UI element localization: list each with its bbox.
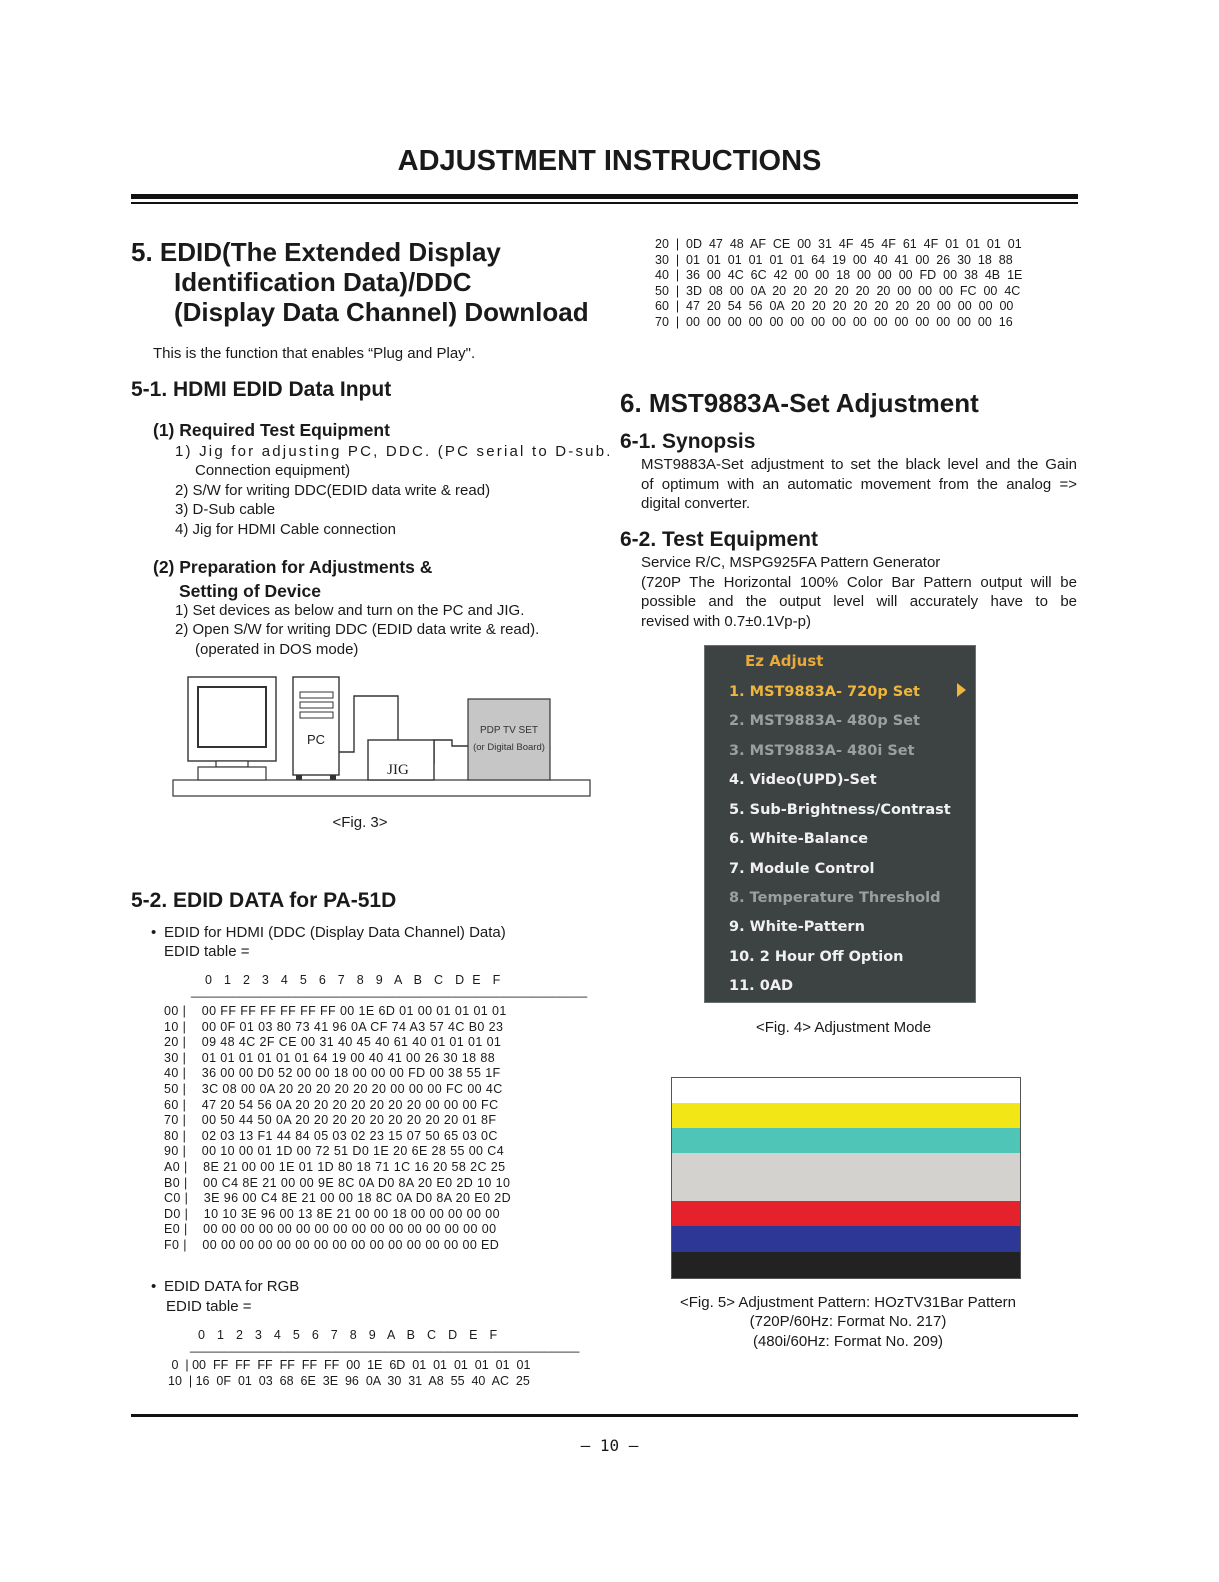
- synopsis-heading: 6-1. Synopsis: [620, 430, 756, 453]
- equipment-line: Service R/C, MSPG925FA Pattern Generator: [641, 554, 941, 571]
- section-5-1-heading: 5-1. HDMI EDID Data Input: [131, 378, 392, 401]
- menu-item-white-pattern[interactable]: 9. White-Pattern: [729, 919, 865, 935]
- hdmi-table-body: [164, 1004, 511, 1254]
- equipment-line: revised with 0.7±0.1Vp-p): [641, 612, 811, 630]
- section-title-line1: EDID(The Extended Display: [159, 237, 501, 267]
- table-row: 50 | 3C 08 00 0A 20 20 20 20 20 20 00 00 00 FC 00 4C: [164, 1081, 503, 1096]
- table-row: 50 | 3D 08 00 0A 20 20 20 20 20 20 00 00 00 FC 00 4C: [655, 283, 1021, 298]
- table-row: 70 | 00 50 44 50 0A 20 20 20 20 20 20 20 20 20 01 8F: [164, 1113, 497, 1128]
- menu-item-480p[interactable]: 2. MST9883A- 480p Set: [729, 713, 920, 729]
- section-5-title-line2: Identification Data)/DDC: [174, 267, 472, 297]
- table-row: 60 | 47 20 54 56 0A 20 20 20 20 20 20 20 00 00 00 00: [655, 299, 1014, 314]
- header-rule-thin: [131, 202, 1078, 204]
- color-bar-gray: [672, 1153, 1020, 1201]
- synopsis-text: [641, 455, 1077, 514]
- table-row: 70 | 00 00 00 00 00 00 00 00 00 00 00 00 00 00 00 16: [655, 314, 1013, 329]
- table-row: 90 | 00 10 00 01 1D 00 72 51 D0 1E 20 6E 28 55 00 C4: [164, 1144, 505, 1159]
- desk: [173, 780, 590, 796]
- equipment-item: 3) D-Sub cable: [175, 501, 276, 518]
- ez-adjust-menu: [704, 645, 976, 1003]
- menu-item-2-hour-off[interactable]: 10. 2 Hour Off Option: [729, 949, 904, 965]
- rgb-table-continued: [655, 237, 1022, 331]
- menu-item-sub-brightness[interactable]: 5. Sub-Brightness/Contrast: [729, 802, 951, 818]
- section-5-2-heading: 5-2. EDID DATA for PA-51D: [131, 889, 397, 912]
- table-row: 10 | 00 0F 01 03 80 73 41 96 0A CF 74 A3 57 4C B0 23: [164, 1019, 504, 1034]
- section-5-heading: 5. EDID(The Extended Display: [131, 237, 501, 267]
- bullet-dot: •: [151, 924, 157, 941]
- fig3-caption: <Fig. 3>: [332, 814, 388, 831]
- menu-item-480i[interactable]: 3. MST9883A- 480i Set: [729, 743, 915, 759]
- table-row: 30 | 01 01 01 01 01 01 64 19 00 40 41 00 26 30 18 88: [164, 1050, 496, 1065]
- table-row: B0 | 00 C4 8E 21 00 00 9E 8C 0A D0 8A 20 E0 2D 10 10: [164, 1175, 511, 1190]
- page-number: – 10 –: [580, 1436, 639, 1455]
- color-bar-blue: [672, 1226, 1020, 1252]
- table-row: 10 | 16 0F 01 03 68 6E 3E 96 0A 30 31 A8 55 40 AC 25: [168, 1373, 530, 1388]
- section-number: 5: [131, 237, 146, 267]
- pdp-tv-box: [468, 699, 550, 780]
- fig5-caption: <Fig. 5> Adjustment Pattern: HOzTV31Bar Pattern: [680, 1294, 1016, 1311]
- table-row: C0 | 3E 96 00 C4 8E 21 00 00 18 8C 0A D0 8A 20 E0 2D: [164, 1191, 511, 1206]
- hdmi-table-label: EDID table =: [164, 943, 250, 960]
- tv-label-line2: (or Digital Board): [473, 742, 545, 753]
- rgb-bullet: EDID DATA for RGB: [164, 1278, 300, 1295]
- table-row: E0 | 00 00 00 00 00 00 00 00 00 00 00 00 00 00 00 00: [164, 1222, 497, 1237]
- test-equipment-text: [641, 553, 1077, 631]
- color-bar-black: [672, 1252, 1020, 1278]
- color-bar-cyan: [672, 1128, 1020, 1153]
- hdmi-bullet: EDID for HDMI (DDC (Display Data Channel) Data): [164, 924, 506, 941]
- equipment-line: possible and the output level will accurately have to be: [641, 593, 1077, 611]
- menu-item-white-balance[interactable]: 6. White-Balance: [729, 831, 869, 847]
- section-5-title-line3: (Display Data Channel) Download: [174, 297, 589, 327]
- table-row: 80 | 02 03 13 F1 44 84 05 03 02 23 15 07 50 65 03 0C: [164, 1128, 498, 1143]
- rgb-table-rule: ________________________________________________________: [190, 1339, 580, 1353]
- pc-tower-icon: [293, 677, 339, 780]
- table-row: 30 | 01 01 01 01 01 01 64 19 00 40 41 00 26 30 18 88: [655, 252, 1013, 267]
- rgb-table-label: EDID table =: [166, 1298, 252, 1315]
- table-row: D0 | 10 10 3E 96 00 13 8E 21 00 00 18 00 00 00 00 00: [164, 1206, 500, 1221]
- prep-item: 1) Set devices as below and turn on the PC and JIG.: [175, 602, 525, 619]
- hdmi-table-header: 0 1 2 3 4 5 6 7 8 9 A B C D E F: [205, 973, 501, 987]
- color-bar-red: [672, 1201, 1020, 1226]
- jig-label: JIG: [387, 762, 409, 778]
- triangle-right-icon: [957, 683, 966, 697]
- section-6-heading: 6. MST9883A-Set Adjustment: [620, 388, 979, 418]
- color-bar-white: [672, 1078, 1020, 1103]
- menu-item-temperature[interactable]: 8. Temperature Threshold: [729, 890, 941, 906]
- pc-label: PC: [306, 732, 326, 747]
- hdmi-table-rule: _________________________________________________________: [191, 984, 588, 998]
- synopsis-line: digital converter.: [641, 495, 751, 513]
- prep-heading: (2) Preparation for Adjustments &: [153, 557, 433, 577]
- table-row: 40 | 36 00 00 D0 52 00 00 18 00 00 00 FD 00 38 55 1F: [164, 1066, 501, 1081]
- synopsis-line: of optimum with an automatic movement from the analog =>: [641, 475, 1077, 493]
- equipment-line: (720P The Horizontal 100% Color Bar Pattern output will be: [641, 573, 1077, 591]
- menu-item-module-control[interactable]: 7. Module Control: [729, 861, 875, 877]
- prep-item: 2) Open S/W for writing DDC (EDID data write & read).: [175, 621, 540, 638]
- tv-label-line1: PDP TV SET: [480, 725, 538, 736]
- equipment-heading: (1) Required Test Equipment: [153, 420, 390, 440]
- connection-diagram: [170, 672, 594, 800]
- table-row: 0 | 00 FF FF FF FF FF FF 00 1E 6D 01 01 01 01 01 01: [168, 1358, 531, 1372]
- equipment-item: Connection equipment): [195, 462, 351, 479]
- fig5-caption-line3: (480i/60Hz: Format No. 209): [752, 1333, 944, 1350]
- table-row: F0 | 00 00 00 00 00 00 00 00 00 00 00 00 00 00 00 ED: [164, 1237, 500, 1252]
- fig5-caption-line2: (720P/60Hz: Format No. 217): [749, 1313, 947, 1330]
- footer-rule: [131, 1414, 1078, 1417]
- prep-heading-line2: Setting of Device: [179, 581, 321, 601]
- menu-item-0ad[interactable]: 11. 0AD: [729, 978, 794, 994]
- table-row: 20 | 0D 47 48 AF CE 00 31 4F 45 4F 61 4F 01 01 01 01: [655, 237, 1022, 251]
- prep-item: (operated in DOS mode): [195, 641, 359, 658]
- bullet-dot: •: [151, 1278, 157, 1295]
- equipment-item: 1) Jig for adjusting PC, DDC. (PC serial to D-sub.: [175, 443, 613, 460]
- table-row: 20 | 09 48 4C 2F CE 00 31 40 45 40 61 40 01 01 01 01: [164, 1035, 502, 1050]
- table-row: 40 | 36 00 4C 6C 42 00 00 18 00 00 00 FD 00 38 4B 1E: [655, 268, 1023, 283]
- color-bar-yellow: [672, 1103, 1020, 1128]
- table-row: 00 | 00 FF FF FF FF FF FF 00 1E 6D 01 00 01 01 01 01: [164, 1004, 507, 1018]
- table-row: 60 | 47 20 54 56 0A 20 20 20 20 20 20 20 00 00 00 FC: [164, 1097, 499, 1112]
- rgb-table-header: 0 1 2 3 4 5 6 7 8 9 A B C D E F: [198, 1328, 498, 1342]
- synopsis-line: MST9883A-Set adjustment to set the black level and the Gain: [641, 456, 1077, 473]
- equipment-item: 2) S/W for writing DDC(EDID data write & read): [175, 482, 491, 499]
- section-5-intro: This is the function that enables “Plug and Play".: [153, 345, 476, 362]
- fig4-caption: <Fig. 4> Adjustment Mode: [756, 1019, 932, 1036]
- rgb-table-body: [168, 1358, 530, 1389]
- header-rule: [131, 194, 1078, 199]
- equipment-item: 4) Jig for HDMI Cable connection: [175, 521, 396, 538]
- menu-item-720p[interactable]: 1. MST9883A- 720p Set: [729, 684, 920, 700]
- page-title: ADJUSTMENT INSTRUCTIONS: [397, 145, 822, 177]
- test-equipment-heading: 6-2. Test Equipment: [620, 528, 818, 551]
- jig-to-tv-cable: [434, 740, 468, 764]
- menu-title: Ez Adjust: [745, 652, 824, 670]
- color-bar-pattern: [671, 1077, 1021, 1279]
- monitor-icon: [188, 677, 276, 780]
- menu-item-video-set[interactable]: 4. Video(UPD)-Set: [729, 772, 877, 788]
- table-row: A0 | 8E 21 00 00 1E 01 1D 80 18 71 1C 16 20 58 2C 25: [164, 1159, 506, 1174]
